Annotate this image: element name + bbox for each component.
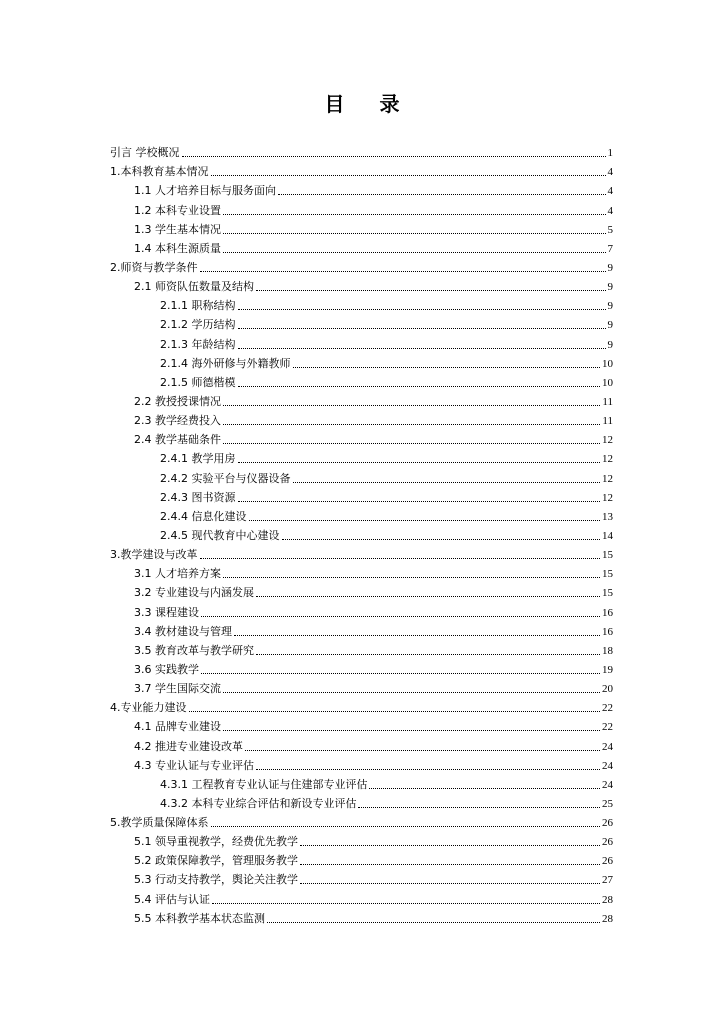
toc-entry[interactable]: [110, 332, 613, 351]
toc-entry-title: 5.1 领导重视教学，经费优先教学: [134, 835, 298, 849]
toc-entry[interactable]: [110, 141, 613, 160]
toc-entry-page-number: 12: [602, 453, 613, 466]
dot-leader: [300, 882, 600, 884]
toc-entry[interactable]: [110, 849, 613, 868]
toc-entry-page-number: 16: [602, 625, 613, 638]
toc-entry-page-number: 9: [607, 338, 613, 351]
toc-entry-page-number: 7: [607, 242, 613, 255]
toc-entry-title: 2.2 教授授课情况: [134, 394, 221, 408]
toc-entry-title: 3.教学建设与改革: [110, 548, 198, 562]
dot-leader: [238, 500, 601, 502]
toc-entry[interactable]: [110, 524, 613, 543]
toc-entry[interactable]: [110, 543, 613, 562]
toc-entry[interactable]: [110, 830, 613, 849]
toc-entry-title: 1.1 人才培养目标与服务面向: [134, 184, 276, 198]
toc-entry[interactable]: [110, 218, 613, 237]
toc-entry[interactable]: [110, 390, 613, 409]
toc-entry-title: 3.4 教材建设与管理: [134, 624, 232, 638]
toc-entry-title: 2.师资与教学条件: [110, 260, 198, 274]
toc-entry-title: 4.3.1 工程教育专业认证与住建部专业评估: [160, 777, 368, 791]
toc-entry-title: 4.3 专业认证与专业评估: [134, 758, 254, 772]
toc-entry[interactable]: [110, 275, 613, 294]
toc-entry-page-number: 14: [602, 529, 613, 542]
toc-entry-page-number: 9: [607, 319, 613, 332]
dot-leader: [245, 749, 600, 751]
toc-entry-page-number: 5: [607, 223, 613, 236]
dot-leader: [223, 404, 600, 406]
toc-entry-page-number: 11: [602, 395, 613, 408]
toc-entry-title: 2.4.5 现代教育中心建设: [160, 528, 280, 542]
dot-leader: [256, 653, 600, 655]
toc-entry-title: 3.7 学生国际交流: [134, 682, 221, 696]
dot-leader: [201, 615, 600, 617]
toc-entry-page-number: 12: [602, 434, 613, 447]
toc-entry[interactable]: [110, 198, 613, 217]
toc-entry-page-number: 26: [602, 817, 613, 830]
toc-entry-page-number: 10: [602, 376, 613, 389]
toc-entry-page-number: 16: [602, 606, 613, 619]
toc-entry[interactable]: [110, 639, 613, 658]
toc-entry[interactable]: [110, 313, 613, 332]
toc-entry-title: 2.1.1 职称结构: [160, 299, 236, 313]
toc-entry-title: 3.5 教育改革与教学研究: [134, 643, 254, 657]
dot-leader: [267, 921, 600, 923]
toc-entry[interactable]: [110, 505, 613, 524]
toc-entry[interactable]: [110, 715, 613, 734]
dot-leader: [238, 461, 601, 463]
dot-leader: [256, 595, 600, 597]
toc-entry-title: 5.3 行动支持教学，舆论关注教学: [134, 873, 298, 887]
dot-leader: [234, 634, 600, 636]
toc-entry-title: 2.4.4 信息化建设: [160, 509, 247, 523]
toc-entry[interactable]: [110, 581, 613, 600]
toc-entry-page-number: 27: [602, 874, 613, 887]
toc-entry-title: 1.3 学生基本情况: [134, 222, 221, 236]
toc-entry-page-number: 26: [602, 836, 613, 849]
dot-leader: [238, 347, 606, 349]
toc-entry-page-number: 24: [602, 740, 613, 753]
toc-entry-title: 引言 学校概况: [110, 146, 180, 160]
dot-leader: [238, 385, 601, 387]
toc-entry-page-number: 25: [602, 797, 613, 810]
dot-leader: [278, 193, 606, 195]
toc-entry-page-number: 9: [607, 281, 613, 294]
dot-leader: [200, 270, 606, 272]
toc-entry-title: 2.4 教学基础条件: [134, 433, 221, 447]
dot-leader: [300, 844, 600, 846]
dot-leader: [182, 155, 606, 157]
toc-entry-page-number: 28: [602, 912, 613, 925]
toc-entry-page-number: 22: [602, 702, 613, 715]
table-of-contents: [110, 141, 613, 926]
toc-entry-title: 3.2 专业建设与内涵发展: [134, 586, 254, 600]
toc-entry[interactable]: [110, 600, 613, 619]
toc-entry[interactable]: [110, 256, 613, 275]
dot-leader: [223, 691, 600, 693]
toc-entry-title: 5.教学质量保障体系: [110, 816, 209, 830]
toc-entry-title: 2.4.1 教学用房: [160, 452, 236, 466]
dot-leader: [223, 423, 600, 425]
toc-entry[interactable]: [110, 696, 613, 715]
dot-leader: [223, 729, 600, 731]
dot-leader: [282, 538, 601, 540]
toc-entry-title: 4.1 品牌专业建设: [134, 720, 221, 734]
toc-entry-page-number: 4: [607, 185, 613, 198]
toc-entry-title: 1.4 本科生源质量: [134, 241, 221, 255]
toc-entry-page-number: 11: [602, 415, 613, 428]
toc-entry-title: 3.3 课程建设: [134, 605, 199, 619]
toc-entry-title: 3.6 实践教学: [134, 662, 199, 676]
toc-entry-title: 3.1 人才培养方案: [134, 567, 221, 581]
toc-entry[interactable]: [110, 754, 613, 773]
dot-leader: [223, 576, 600, 578]
toc-entry[interactable]: [110, 179, 613, 198]
toc-entry-page-number: 15: [602, 587, 613, 600]
dot-leader: [249, 519, 601, 521]
dot-leader: [223, 213, 606, 215]
toc-entry-page-number: 13: [602, 510, 613, 523]
toc-entry[interactable]: [110, 907, 613, 926]
toc-entry[interactable]: [110, 294, 613, 313]
toc-entry-page-number: 20: [602, 683, 613, 696]
toc-entry-page-number: 9: [607, 261, 613, 274]
toc-entry[interactable]: [110, 371, 613, 390]
dot-leader: [211, 825, 601, 827]
toc-entry[interactable]: [110, 620, 613, 639]
dot-leader: [223, 251, 606, 253]
dot-leader: [189, 710, 601, 712]
toc-entry-page-number: 12: [602, 491, 613, 504]
toc-entry-title: 4.专业能力建设: [110, 701, 187, 715]
toc-entry[interactable]: [110, 887, 613, 906]
dot-leader: [293, 481, 601, 483]
dot-leader: [211, 174, 606, 176]
dot-leader: [223, 442, 600, 444]
toc-entry-page-number: 12: [602, 472, 613, 485]
toc-entry-page-number: 24: [602, 778, 613, 791]
toc-entry-title: 5.5 本科教学基本状态监测: [134, 911, 265, 925]
dot-leader: [293, 366, 601, 368]
toc-entry-title: 4.3.2 本科专业综合评估和新设专业评估: [160, 796, 357, 810]
toc-entry-page-number: 28: [602, 893, 613, 906]
toc-entry-page-number: 4: [607, 204, 613, 217]
dot-leader: [200, 557, 601, 559]
toc-entry-page-number: 18: [602, 644, 613, 657]
toc-entry-page-number: 19: [602, 663, 613, 676]
toc-entry-page-number: 1: [607, 147, 613, 160]
toc-entry-page-number: 26: [602, 855, 613, 868]
toc-entry-title: 2.1.3 年龄结构: [160, 337, 236, 351]
toc-entry-title: 2.4.2 实验平台与仪器设备: [160, 471, 291, 485]
toc-entry-page-number: 9: [607, 300, 613, 313]
page-title: 目 录: [324, 92, 414, 116]
dot-leader: [223, 232, 606, 234]
dot-leader: [212, 902, 600, 904]
dot-leader: [238, 308, 606, 310]
dot-leader: [358, 806, 600, 808]
toc-entry-title: 2.1 师资队伍数量及结构: [134, 280, 254, 294]
toc-entry-title: 2.1.5 师德楷模: [160, 375, 236, 389]
toc-entry[interactable]: [110, 792, 613, 811]
toc-entry-title: 4.2 推进专业建设改革: [134, 739, 243, 753]
toc-entry[interactable]: [110, 352, 613, 371]
toc-entry-page-number: 15: [602, 568, 613, 581]
toc-entry-page-number: 22: [602, 721, 613, 734]
toc-entry[interactable]: [110, 562, 613, 581]
dot-leader: [238, 327, 606, 329]
toc-entry[interactable]: [110, 658, 613, 677]
toc-entry[interactable]: [110, 868, 613, 887]
toc-entry[interactable]: [110, 409, 613, 428]
toc-entry[interactable]: [110, 160, 613, 179]
toc-entry[interactable]: [110, 447, 613, 466]
toc-entry[interactable]: [110, 486, 613, 505]
toc-entry[interactable]: [110, 811, 613, 830]
toc-entry-title: 2.1.4 海外研修与外籍教师: [160, 356, 291, 370]
dot-leader: [256, 289, 606, 291]
dot-leader: [201, 672, 600, 674]
dot-leader: [300, 863, 600, 865]
toc-entry[interactable]: [110, 428, 613, 447]
toc-entry[interactable]: [110, 237, 613, 256]
toc-entry[interactable]: [110, 773, 613, 792]
toc-entry-title: 5.2 政策保障教学，管理服务教学: [134, 854, 298, 868]
toc-entry[interactable]: [110, 466, 613, 485]
toc-entry-title: 2.3 教学经费投入: [134, 414, 221, 428]
toc-entry-title: 5.4 评估与认证: [134, 892, 210, 906]
toc-entry[interactable]: [110, 677, 613, 696]
dot-leader: [256, 768, 600, 770]
toc-entry-page-number: 10: [602, 357, 613, 370]
toc-entry-page-number: 4: [607, 166, 613, 179]
toc-entry-page-number: 24: [602, 759, 613, 772]
toc-entry-title: 1.本科教育基本情况: [110, 165, 209, 179]
toc-entry-title: 2.1.2 学历结构: [160, 318, 236, 332]
toc-entry[interactable]: [110, 734, 613, 753]
toc-entry-title: 2.4.3 图书资源: [160, 490, 236, 504]
dot-leader: [369, 787, 600, 789]
toc-entry-title: 1.2 本科专业设置: [134, 203, 221, 217]
toc-entry-page-number: 15: [602, 549, 613, 562]
